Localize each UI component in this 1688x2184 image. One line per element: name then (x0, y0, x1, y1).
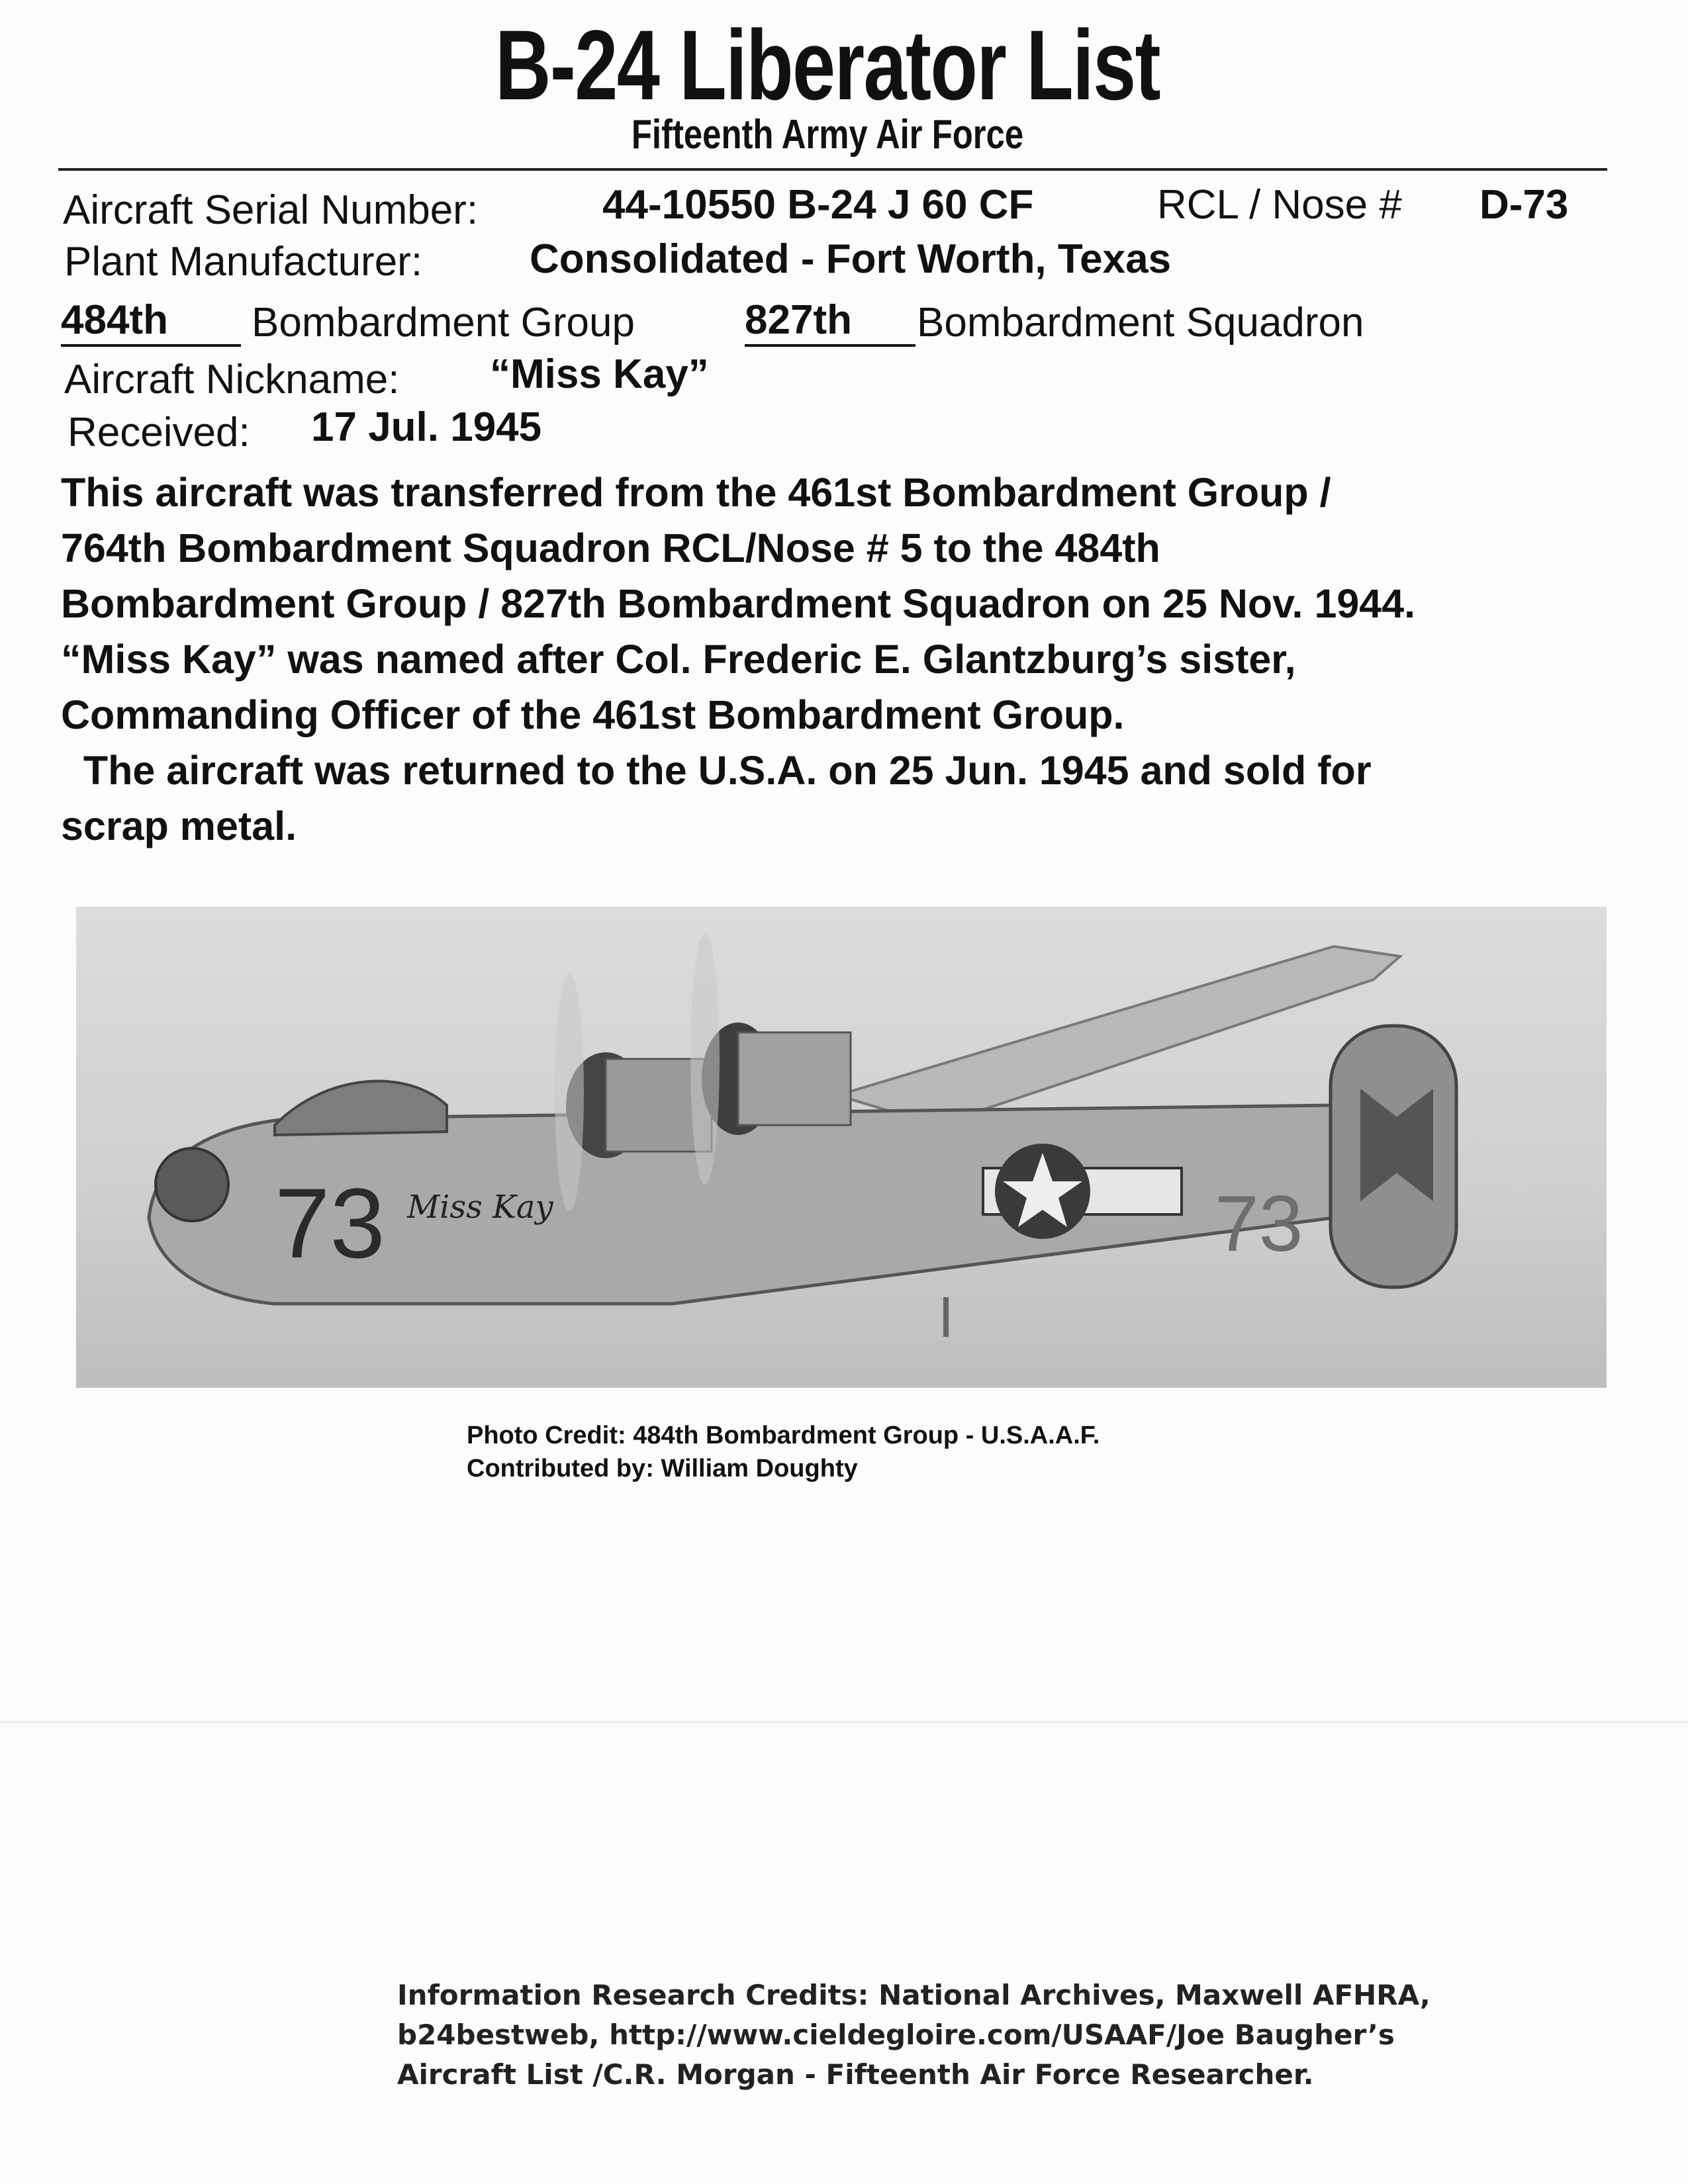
history-line: “Miss Kay” was named after Col. Frederic E. Glantzburg’s sister, (61, 637, 1296, 682)
divider (0, 1721, 1688, 1723)
nickname-value: “Miss Kay” (490, 351, 709, 397)
b24-aircraft-illustration (76, 907, 1607, 1388)
history-line: The aircraft was returned to the U.S.A. on 25 Jun. 1945 and sold for (61, 748, 1372, 793)
rcl-label: RCL / Nose # (1157, 182, 1402, 228)
history-line: Commanding Officer of the 461st Bombardment Group. (61, 692, 1125, 737)
credits-line: Aircraft List /C.R. Morgan - Fifteenth Air Force Researcher. (397, 2058, 1314, 2091)
nose-art: Miss Kay (407, 1189, 553, 1226)
history-line: Bombardment Group / 827th Bombardment Squadron on 25 Nov. 1944. (61, 581, 1416, 626)
plant-label: Plant Manufacturer: (64, 239, 423, 285)
squadron-value (745, 296, 915, 347)
credits-line: b24bestweb, http://www.cieldegloire.com/USAAF/Joe Baugher’s (397, 2019, 1395, 2051)
page-subtitle: Fifteenth Army Air Force (631, 112, 1024, 158)
group-value (61, 296, 241, 347)
nose-number: 73 (275, 1167, 385, 1279)
page-title: B-24 Liberator List (494, 9, 1160, 120)
serial-label: Aircraft Serial Number: (63, 187, 479, 233)
fuselage-number: 73 (1215, 1179, 1303, 1268)
squadron-number: 827th (745, 296, 915, 347)
history-paragraph (61, 465, 1650, 854)
rcl-value: D-73 (1479, 182, 1569, 228)
history-line: This aircraft was transferred from the 461st Bombardment Group / (61, 470, 1331, 515)
history-line: 764th Bombardment Squadron RCL/Nose # 5 to the 484th (61, 525, 1160, 570)
photo-credit: Photo Credit: 484th Bombardment Group - U.S.A.A.F. (467, 1422, 1100, 1449)
history-line: scrap metal. (61, 803, 297, 848)
group-number: 484th (61, 296, 241, 347)
photo-contributor: Contributed by: William Doughty (467, 1455, 858, 1482)
serial-value: 44-10550 B-24 J 60 CF (602, 182, 1034, 228)
nickname-label: Aircraft Nickname: (64, 357, 400, 402)
credits-line: Information Research Credits: National Archives, Maxwell AFHRA, (397, 1979, 1430, 2011)
group-label: Bombardment Group (252, 300, 635, 345)
squadron-label: Bombardment Squadron (917, 300, 1364, 345)
received-value: 17 Jul. 1945 (311, 404, 542, 450)
research-credits (397, 1976, 1430, 2095)
plant-value: Consolidated - Fort Worth, Texas (530, 236, 1172, 282)
header-divider (58, 168, 1607, 171)
aircraft-photo (76, 907, 1607, 1388)
received-label: Received: (68, 410, 250, 455)
